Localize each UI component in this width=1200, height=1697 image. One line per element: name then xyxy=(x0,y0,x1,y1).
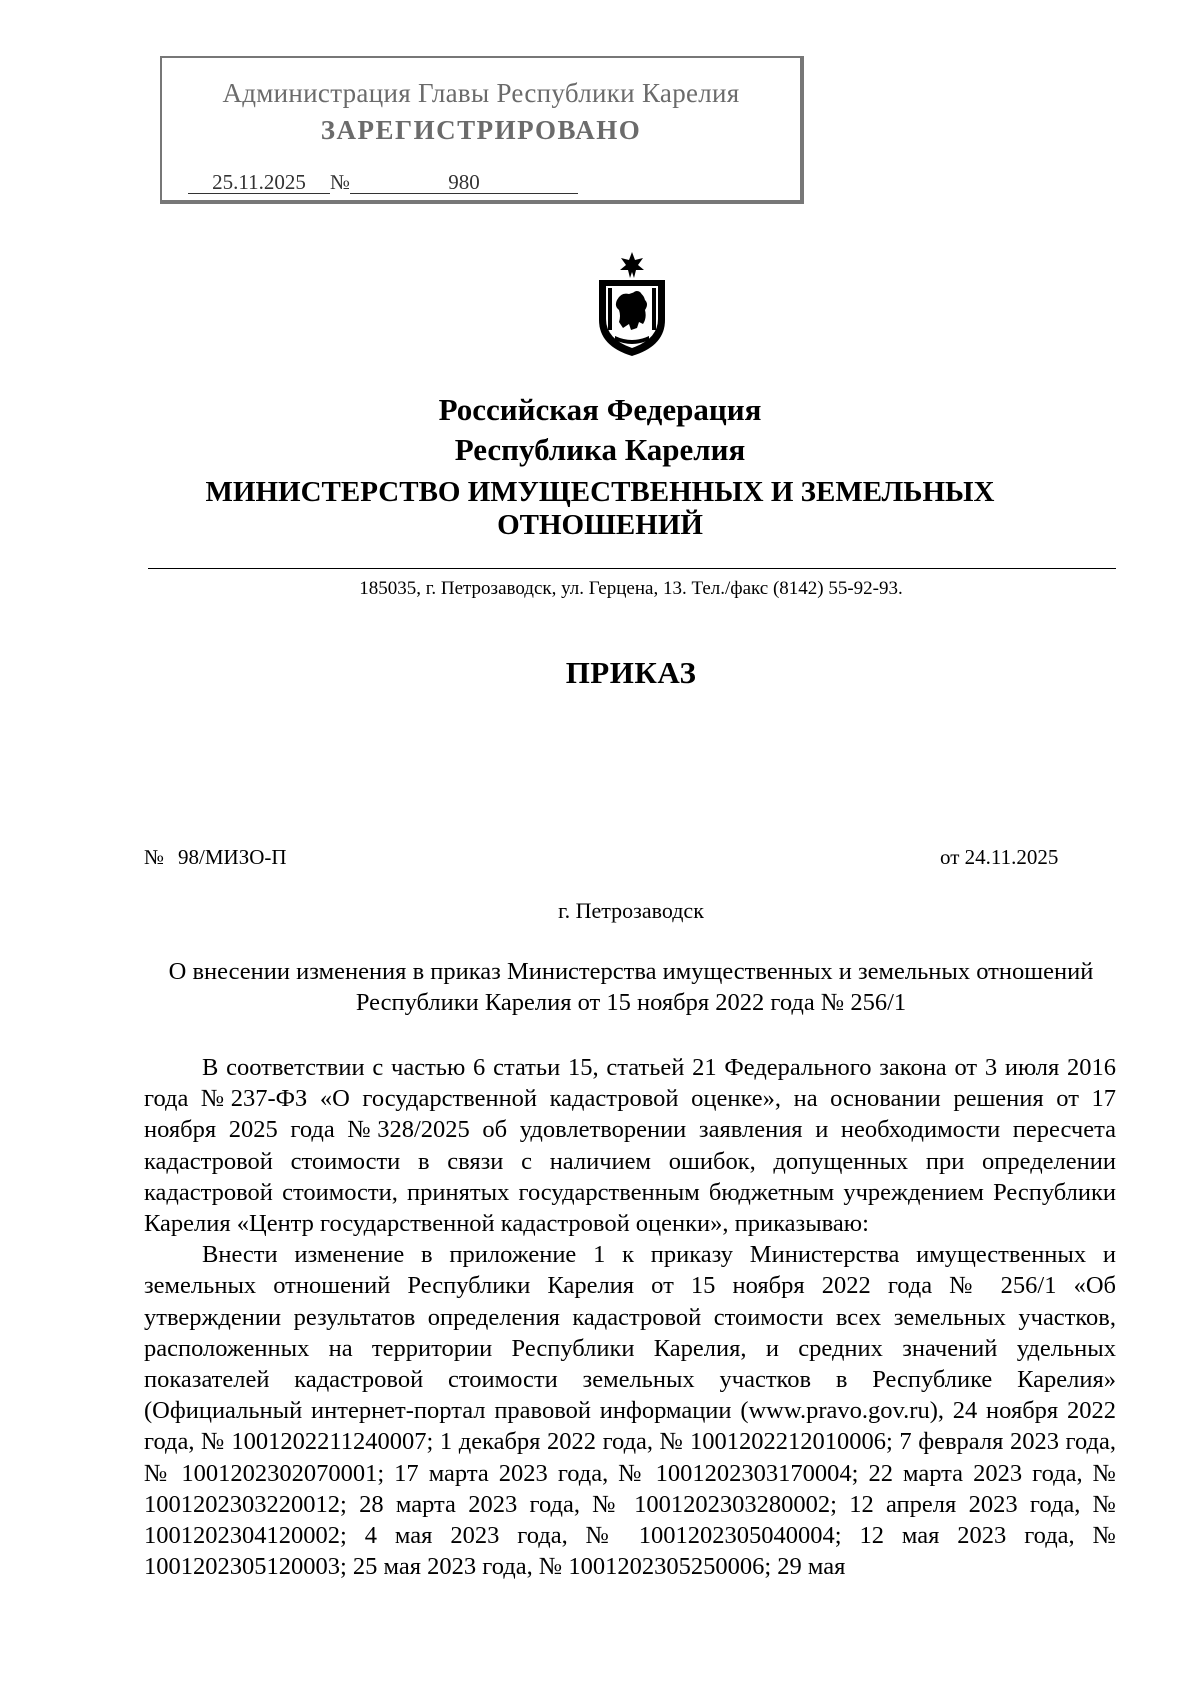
header-divider xyxy=(148,568,1116,569)
registration-stamp xyxy=(160,56,804,204)
body-paragraph: В соответствии с частью 6 статьи 15, статьей 21 Федерального закона от 3 июля 2016 года №237-ФЗ «О государственной кадастровой оценке», на основании решения от 17 ноября 2025 года №328/2025 об удовлетворении заявления и необходимости пересчета кадастровой стоимости в связи с наличием ошибок, допущенных при определении кадастровой стоимости, принятых государственным бюджетным учреждением Республики Карелия «Центр государственной кадастровой оценки», приказываю: xyxy=(144,1054,1116,1238)
header-country: Российская Федерация xyxy=(438,392,762,427)
order-body xyxy=(144,1052,1116,1582)
stamp-status: ЗАРЕГИСТРИРОВАНО xyxy=(320,115,642,145)
header-ministry xyxy=(0,476,1200,542)
header-ministry-line2: ОТНОШЕНИЙ xyxy=(497,509,703,541)
body-paragraph: Внести изменение в приложение 1 к приказу Министерства имущественных и земельных отношений Республики Карелия от 15 ноября 2022 года № 256/1 «Об утверждении результатов определения кадастровой стоимости всех земельных участков, расположенных на территории Республики Карелия, и средних значений удельных показателей кадастровой стоимости земельных участков в Республике Карелия» (Официальный интернет-портал правовой информации (www.pravo.gov.ru), 24 ноября 2022 года, № 1001202211240007; 1 декабря 2022 года, № 1001202212010006; 7 февраля 2023 года, № 1001202302070001; 17 марта 2023 года, № 1001202303170004; 22 марта 2023 года, № 1001202303220012; 28 марта 2023 года, № 1001202303280002; 12 апреля 2023 года, № 1001202304120002; 4 мая 2023 года, № 1001202305040004; 12 мая 2023 года, № 1001202305120003; 25 мая 2023 года, № 1001202305250006; 29 мая xyxy=(144,1241,1116,1581)
order-date: от 24.11.2025 xyxy=(940,845,1059,869)
stamp-organization: Администрация Главы Республики Карелия xyxy=(222,78,740,108)
karelia-coat-of-arms-icon xyxy=(587,250,677,358)
ministry-address: 185035, г. Петрозаводск, ул. Герцена, 13. Тел./факс (8142) 55-92-93. xyxy=(359,578,903,599)
order-subject: О внесении изменения в приказ Министерства имущественных и земельных отношений Республики Карелия от 15 ноября 2022 года № 256/1 xyxy=(168,958,1094,1016)
order-number-sign: № xyxy=(144,845,165,869)
header-ministry-line1: МИНИСТЕРСТВО ИМУЩЕСТВЕННЫХ И ЗЕМЕЛЬНЫХ xyxy=(205,476,995,508)
stamp-date: 25.11.2025 xyxy=(188,171,330,194)
document-title: ПРИКАЗ xyxy=(565,655,697,690)
stamp-registration-line xyxy=(188,170,578,195)
order-number-value: 98/МИЗО-П xyxy=(178,845,287,869)
header-republic: Республика Карелия xyxy=(454,432,746,467)
order-city: г. Петрозаводск xyxy=(558,898,704,923)
stamp-number: 980 xyxy=(350,171,578,194)
order-number xyxy=(144,845,287,870)
stamp-number-sign: № xyxy=(330,170,351,194)
